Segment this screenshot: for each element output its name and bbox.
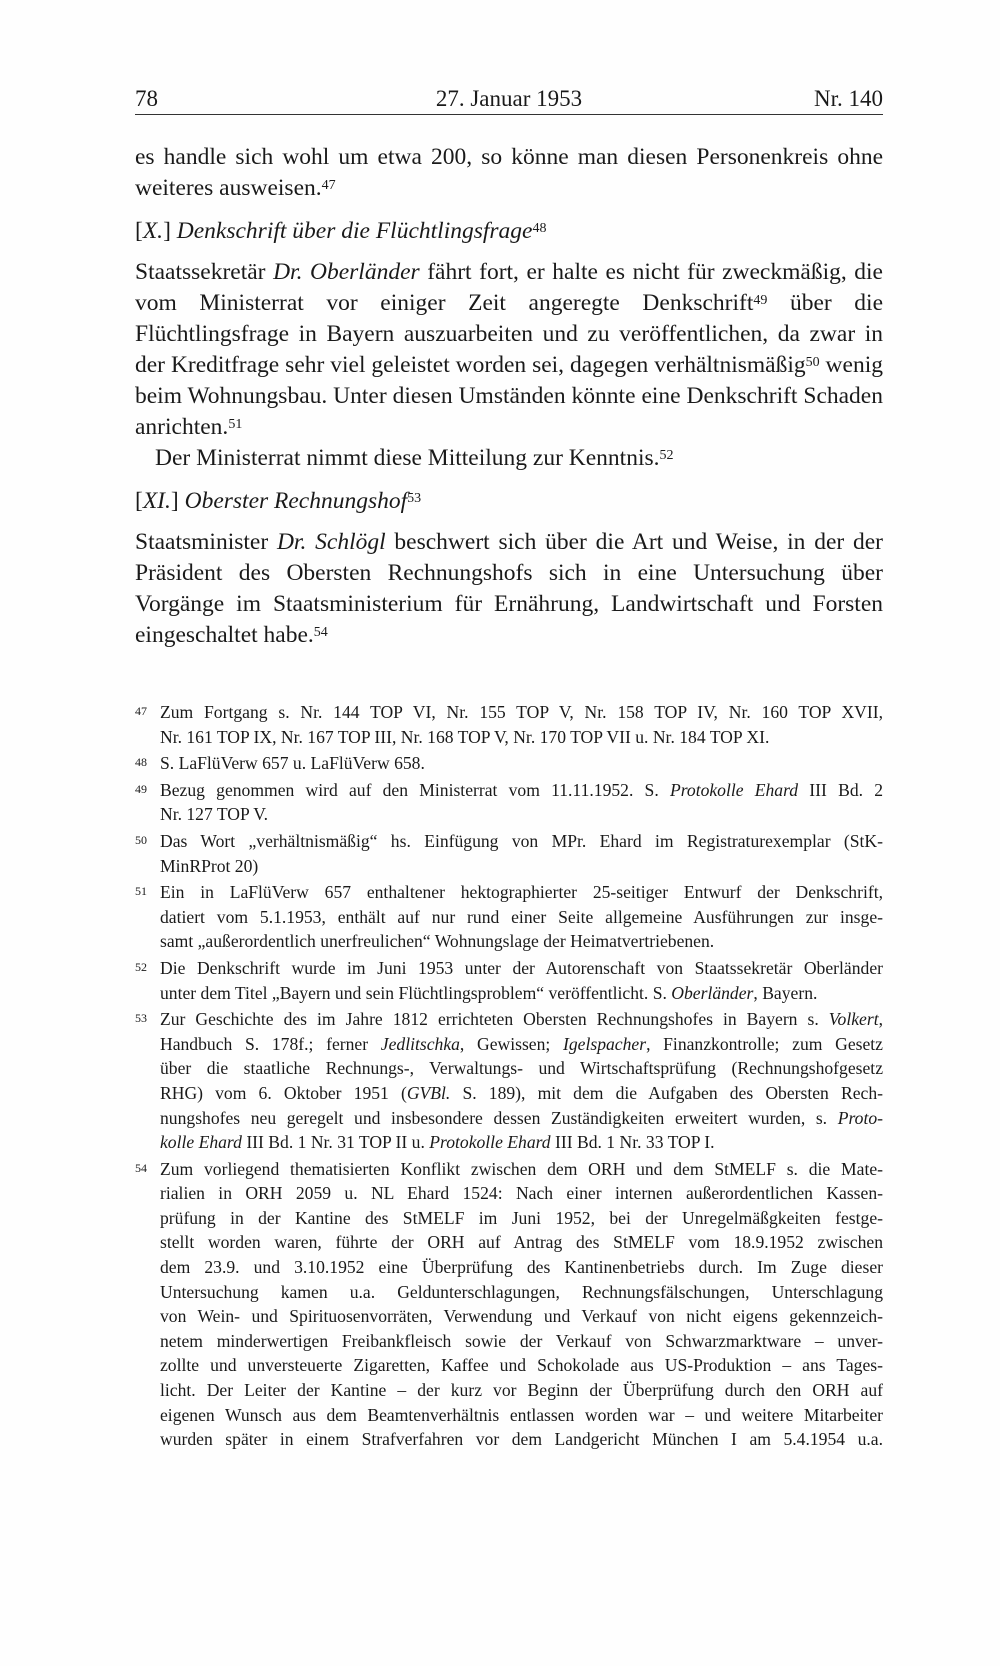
footnote-number: 50 (135, 832, 147, 847)
footnote-number: 51 (135, 884, 147, 899)
footnote-number: 52 (135, 959, 147, 974)
footnote-54: 54 Zum vorliegend thematisierten Konflikt zwischen dem ORH und dem StMELF s. die Mate- rialien in ORH 2059 u. NL Ehard 1524: Nach einer internen außerordentlichen Kassen- prüfung in der Kantine des StMELF im Juni 1952, bei der Unregelmäßgkeiten festge- stellt worden waren, führte der ORH auf Antrag des StMELF vom 18.9.1952 zwischen dem 23.9. und 3.10.1952 eine Überprüfung des Kantinenbetriebs durch. Im Zuge dieser Untersuchung kamen u.a. Geldunterschlagungen, Rechnungsfälschungen, Unterschlagung von Wein- und Spirituosenvorräten, Verwendung und Verkauf von nicht eigens gekennzeich- netem minderwertigen Freibankfleisch sowie der Verkauf von Schwarzmarktware – unver- zollte und unversteuerte Zigaretten, Kaffee und Schokolade aus US-Produktion – ans Tages- licht. Der Leiter der Kantine – der kurz vor Beginn der Überprüfung durch den ORH auf eigenen Wunsch aus dem Beamtenverhältnis entlassen worden war – und weitere Mitarbeiter wurden später in einem Strafverfahren vor dem Landgericht München I am 5.4.1954 u.a. (135, 1157, 883, 1452)
footnote-number: 47 (135, 704, 147, 718)
footnote-ref[interactable]: 49 (753, 293, 768, 308)
footnote-number: 53 (135, 1011, 147, 1026)
main-text (135, 142, 883, 651)
footnote-49: 49 Bezug genommen wird auf den Ministerrat vom 11.11.1952. S. Protokolle Ehard III Bd. 2 Nr. 127 TOP V. (135, 778, 883, 827)
footnote-52: 52 Die Denkschrift wurde im Juni 1953 unter der Autorenschaft von Staatssekretär Oberländer unter dem Titel „Bayern und sein Flüchtlingsproblem“ veröffentlicht. S. Oberländer, Bayern. (135, 956, 883, 1005)
footnote-50: 50 Das Wort „verhältnismäßig“ hs. Einfügung von MPr. Ehard im Registraturexemplar (StK- MinRProt 20) (135, 829, 883, 878)
document-number: Nr. 140 (814, 86, 883, 111)
paragraph: Der Ministerrat nimmt diese Mitteilung zur Kenntnis.$^{52}$ (155, 445, 674, 471)
paragraph: es handle sich wohl um etwa 200, so könne man diesen Personenkreis ohne weiteres ausweisen.$^{47}$ (135, 144, 883, 201)
section-heading-x: [X.] Denkschrift über die Flüchtlingsfrage$^{48}$ (135, 218, 547, 244)
section-title: Oberster Rechnungshof (184, 488, 408, 514)
section-title: Denkschrift über die Flüchtlingsfrage (176, 218, 533, 244)
paragraph: Staatsminister Dr. Schlögl beschwert sich über die Art und Weise, in der der Präsident des Obersten Rechnungshofs sich in eine Untersuchung über Vorgänge im Staatsministerium für Ernährung, Landwirtschaft und Forsten eingeschaltet habe.$^{54}$ (135, 529, 884, 648)
footnote-47: 47 Zum Fortgang s. Nr. 144 TOP VI, Nr. 155 TOP V, Nr. 158 TOP IV, Nr. 160 TOP XVII, Nr. 161 TOP IX, Nr. 167 TOP III, Nr. 168 TOP V, Nr. 170 TOP VII u. Nr. 184 TOP XI. (135, 700, 883, 749)
footnote-48: 48 S. LaFlüVerw 657 u. LaFlüVerw 658. (135, 751, 883, 776)
footnote-51: 51 Ein in LaFlüVerw 657 enthaltener hektographierter 25-seitiger Entwurf der Denkschrift, datiert vom 5.1.1953, enthält auf nur rund einer Seite allgemeine Ausführungen zur insge- samt „außerordentlich unerfreulichen“ Wohnungslage der Heimatvertriebenen. (135, 880, 883, 954)
footnote-ref[interactable]: 54 (313, 625, 328, 640)
footnote-ref[interactable]: 50 (805, 355, 820, 370)
person-name: Dr. Oberländer (273, 259, 420, 285)
page-number: 78 (135, 86, 158, 111)
header-date: 27. Januar 1953 (435, 86, 583, 111)
person-name: Dr. Schlögl (276, 529, 386, 555)
footnote-number: 54 (135, 1160, 147, 1175)
running-header (135, 86, 883, 115)
footnote-ref[interactable]: 48 (532, 221, 547, 236)
paragraph: Staatssekretär Dr. Oberländer fährt fort, er halte es nicht für zweckmäßig, die vom Ministerrat vor einiger Zeit angeregte Denkschrift$^{49}$ über die Flüchtlingsfrage in Bayern auszuarbeiten und zu veröffentlichen, da zwar in der Kreditfrage sehr viel geleistet worden sei, dagegen verhältnismäßig$^{50}$ wenig beim Wohnungsbau. Unter diesen Umständen könnte eine Denkschrift Schaden anrichten.$^{51}$ (135, 259, 884, 440)
footnote-53: 53 Zur Geschichte des im Jahre 1812 errichteten Obersten Rechnungshofes in Bayern s. Volkert, Handbuch S. 178f.; ferner Jedlitschka, Gewissen; Igelspacher, Finanzkontrolle; zum Gesetz über die staatliche Rechnungs-, Verwaltungs- und Wirtschaftsprüfung (Rechnungshofgesetz RHG) vom 6. Oktober 1951 (GVBl. S. 189), mit dem die Aufgaben des Obersten Rech- nungshofes neu geregelt und insbesondere dessen Zuständigkeiten erweitert wurden, s. Proto- kolle Ehard III Bd. 1 Nr. 31 TOP II u. Protokolle Ehard III Bd. 1 Nr. 33 TOP I. (135, 1007, 883, 1155)
section-heading-xi: [XI.] Oberster Rechnungshof$^{53}$ (135, 488, 422, 514)
footnote-ref[interactable]: 53 (407, 491, 422, 506)
footnote-number: 49 (135, 781, 147, 796)
footnotes (135, 700, 883, 1454)
footnote-ref[interactable]: 52 (659, 448, 674, 463)
footnote-number: 48 (135, 755, 147, 770)
footnote-ref[interactable]: 51 (228, 417, 243, 432)
footnote-ref[interactable]: 47 (321, 178, 336, 193)
